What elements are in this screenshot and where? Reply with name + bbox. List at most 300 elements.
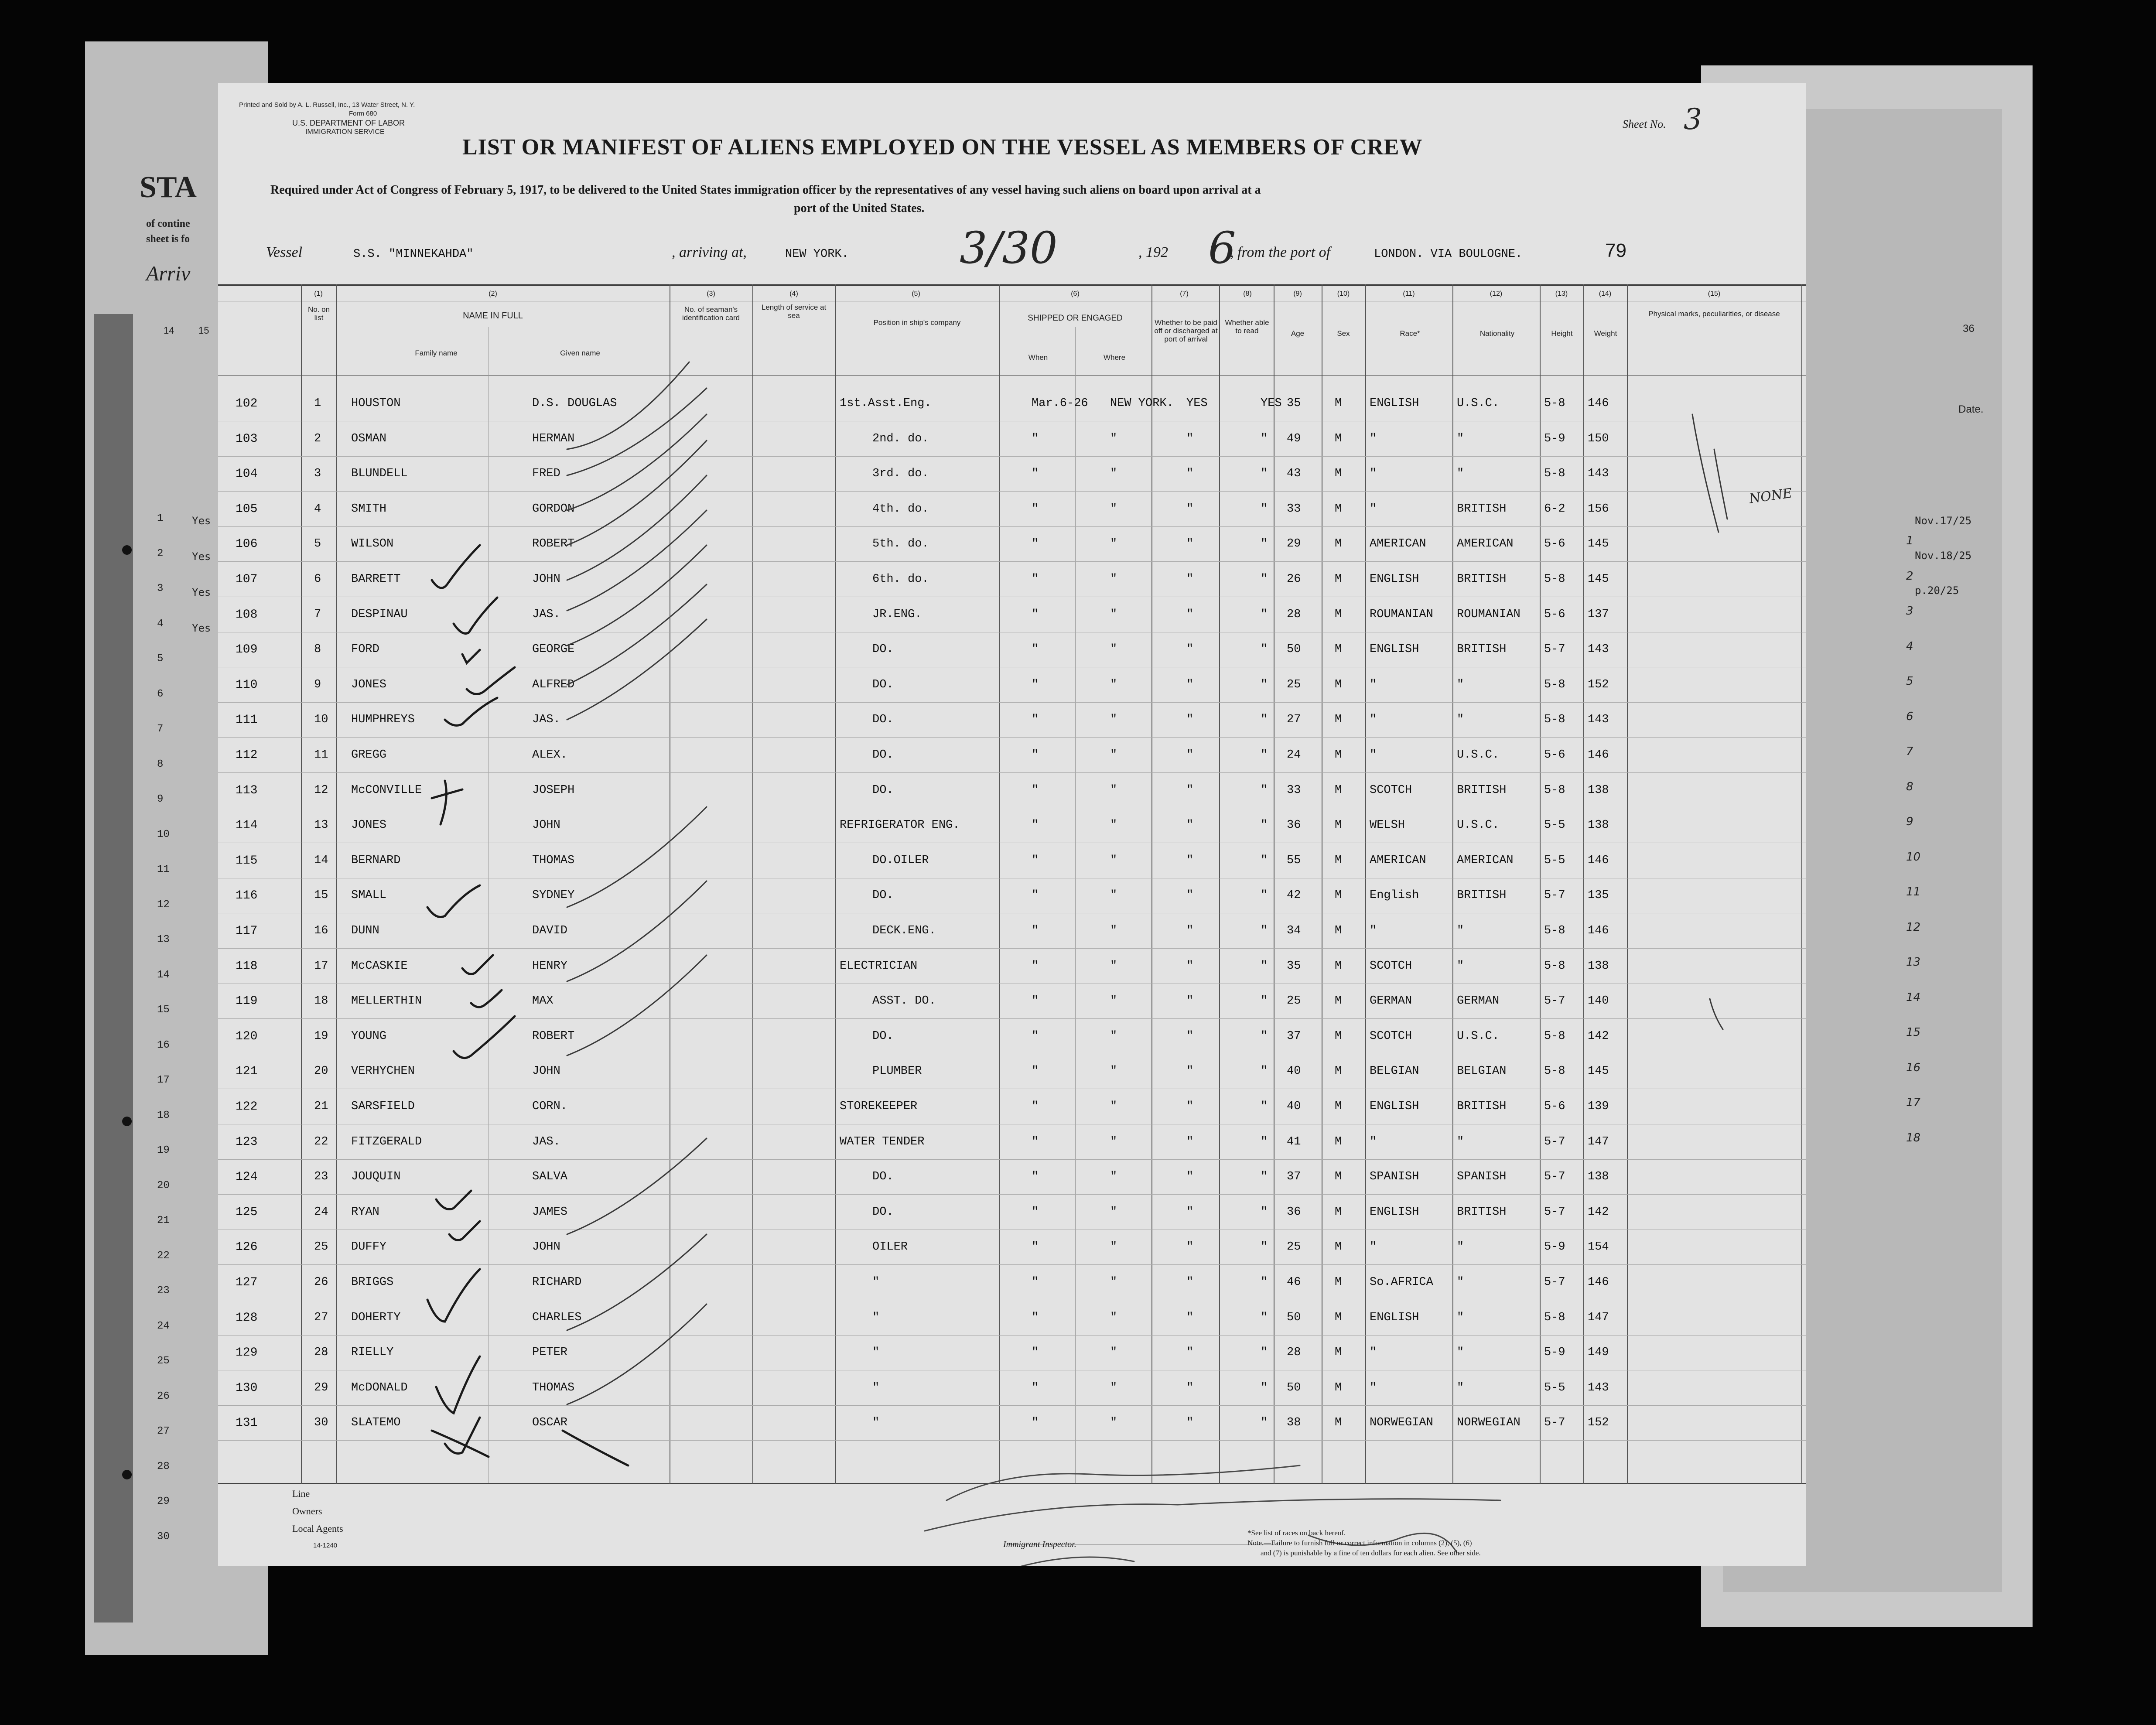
left-sheet-number: 29	[157, 1496, 170, 1507]
able-to-read-cell: "	[1261, 1205, 1268, 1219]
shipped-when-cell: "	[1032, 889, 1039, 902]
col-num-8: (8)	[1243, 290, 1252, 297]
sex-cell: M	[1335, 959, 1342, 973]
able-to-read-cell: "	[1261, 924, 1268, 937]
paid-off-cell: "	[1186, 748, 1194, 762]
able-to-read-cell: "	[1261, 608, 1268, 621]
position-cell: ELECTRICIAN	[840, 959, 918, 973]
able-to-read-cell: "	[1261, 783, 1268, 797]
vessel-name: S.S. "MINNEKAHDA"	[353, 248, 474, 261]
line-number: 126	[236, 1240, 258, 1254]
left-sheet-line2: sheet is fo	[146, 233, 190, 245]
col-header-service: Length of service at sea	[761, 303, 827, 320]
shipped-where-cell: "	[1110, 432, 1117, 445]
shipped-where-cell: "	[1110, 889, 1117, 902]
able-to-read-cell: "	[1261, 502, 1268, 516]
shipped-when-cell: "	[1032, 1276, 1039, 1289]
right-sheet-date: Nov.18/25	[1915, 550, 1972, 562]
line-number: 127	[236, 1276, 258, 1289]
paid-off-cell: "	[1186, 1135, 1194, 1148]
sex-cell: M	[1335, 397, 1342, 410]
weight-cell: 149	[1588, 1346, 1609, 1360]
age-cell: 49	[1287, 432, 1301, 445]
left-sheet-number: 22	[157, 1250, 170, 1262]
position-cell: 1st.Asst.Eng.	[840, 397, 932, 410]
sheet-number: 3	[1684, 102, 1702, 136]
family-name-cell: HUMPHREYS	[351, 713, 415, 727]
weight-cell: 138	[1588, 959, 1609, 973]
col-header-when: When	[1028, 353, 1048, 362]
line-number: 102	[236, 397, 258, 410]
race-cell: So.AFRICA	[1370, 1276, 1433, 1289]
weight-cell: 143	[1588, 467, 1609, 481]
weight-cell: 145	[1588, 1065, 1609, 1078]
sex-cell: M	[1335, 643, 1342, 656]
paid-off-cell: "	[1186, 643, 1194, 656]
age-cell: 40	[1287, 1100, 1301, 1113]
col-header-given: Given name	[560, 349, 600, 357]
line-number: 121	[236, 1065, 258, 1079]
line-number: 122	[236, 1100, 258, 1114]
position-cell: 3rd. do.	[872, 467, 929, 481]
left-sheet-number: 9	[157, 793, 164, 805]
weight-cell: 142	[1588, 1029, 1609, 1043]
given-name-cell: JAS.	[532, 1135, 560, 1148]
weight-cell: 142	[1588, 1205, 1609, 1219]
race-cell: English	[1370, 889, 1419, 902]
height-cell: 5-6	[1544, 748, 1565, 762]
weight-cell: 147	[1588, 1135, 1609, 1148]
shipped-when-cell: "	[1032, 432, 1039, 445]
shipped-when-cell: "	[1032, 467, 1039, 481]
given-name-cell: CORN.	[532, 1100, 568, 1113]
line-number: 116	[236, 889, 258, 903]
shipped-when-cell: "	[1032, 1135, 1039, 1148]
shipped-where-cell: "	[1110, 502, 1117, 516]
document-title: LIST OR MANIFEST OF ALIENS EMPLOYED ON THE VESSEL AS MEMBERS OF CREW	[462, 135, 1423, 160]
height-cell: 5-8	[1544, 959, 1565, 973]
shipped-where-cell: "	[1110, 1065, 1117, 1078]
weight-cell: 154	[1588, 1240, 1609, 1254]
nationality-cell: "	[1457, 678, 1464, 691]
sex-cell: M	[1335, 994, 1342, 1008]
nationality-cell: BRITISH	[1457, 643, 1507, 656]
shipped-where-cell: "	[1110, 1311, 1117, 1324]
sex-cell: M	[1335, 1416, 1342, 1430]
shipped-where-cell: "	[1110, 959, 1117, 973]
height-cell: 5-9	[1544, 1346, 1565, 1360]
family-name-cell: BRIGGS	[351, 1276, 394, 1289]
sex-cell: M	[1335, 1170, 1342, 1184]
family-name-cell: BLUNDELL	[351, 467, 408, 481]
age-cell: 35	[1287, 959, 1301, 973]
paid-off-cell: "	[1186, 854, 1194, 867]
col-num-3: (3)	[707, 290, 715, 297]
paid-off-cell: "	[1186, 467, 1194, 481]
given-name-cell: JAMES	[532, 1205, 568, 1219]
able-to-read-cell: "	[1261, 1135, 1268, 1148]
given-name-cell: JOHN	[532, 819, 560, 832]
shipped-where-cell: "	[1110, 713, 1117, 727]
shipped-when-cell: "	[1032, 1346, 1039, 1360]
given-name-cell: JOHN	[532, 573, 560, 586]
row-no-cell: 20	[314, 1065, 328, 1078]
paid-off-cell: "	[1186, 537, 1194, 551]
position-cell: "	[872, 1276, 880, 1289]
paid-off-cell: "	[1186, 1416, 1194, 1430]
race-cell: ENGLISH	[1370, 643, 1419, 656]
age-cell: 29	[1287, 537, 1301, 551]
right-sheet-date-label: Date.	[1958, 403, 1984, 415]
shipped-where-cell: "	[1110, 643, 1117, 656]
age-cell: 37	[1287, 1170, 1301, 1184]
sex-cell: M	[1335, 1276, 1342, 1289]
right-sheet-number: 7	[1906, 745, 1913, 758]
line-number: 131	[236, 1416, 258, 1430]
paid-off-cell: "	[1186, 783, 1194, 797]
left-sheet-number: 8	[157, 758, 164, 770]
right-sheet-number: 17	[1906, 1096, 1921, 1109]
given-name-cell: THOMAS	[532, 1381, 575, 1394]
race-cell: AMERICAN	[1370, 854, 1426, 867]
shipped-when-cell: "	[1032, 924, 1039, 937]
row-no-cell: 17	[314, 959, 328, 973]
given-name-cell: HERMAN	[532, 432, 575, 445]
nationality-cell: U.S.C.	[1457, 819, 1500, 832]
left-sheet-number: 27	[157, 1425, 170, 1437]
col-num-6: (6)	[1071, 290, 1080, 297]
given-name-cell: JAS.	[532, 713, 560, 727]
row-no-cell: 7	[314, 608, 321, 621]
position-cell: WATER TENDER	[840, 1135, 925, 1148]
shipped-when-cell: "	[1032, 643, 1039, 656]
age-cell: 46	[1287, 1276, 1301, 1289]
line-number: 112	[236, 748, 258, 762]
left-sheet-number: 24	[157, 1320, 170, 1332]
sex-cell: M	[1335, 678, 1342, 691]
able-to-read-cell: "	[1261, 1029, 1268, 1043]
height-cell: 5-7	[1544, 643, 1565, 656]
nationality-cell: BRITISH	[1457, 502, 1507, 516]
shipped-where-cell: "	[1110, 1381, 1117, 1394]
sex-cell: M	[1335, 608, 1342, 621]
family-name-cell: VERHYCHEN	[351, 1065, 415, 1078]
age-cell: 38	[1287, 1416, 1301, 1430]
given-name-cell: CHARLES	[532, 1311, 582, 1324]
family-name-cell: SMALL	[351, 889, 387, 902]
family-name-cell: McDONALD	[351, 1381, 408, 1394]
sex-cell: M	[1335, 502, 1342, 516]
shipped-where-cell: "	[1110, 537, 1117, 551]
race-cell: "	[1370, 467, 1377, 481]
nationality-cell: "	[1457, 959, 1464, 973]
sex-cell: M	[1335, 1029, 1342, 1043]
left-sheet-arrival: Arriv	[146, 262, 191, 285]
col-num-2: (2)	[489, 290, 497, 297]
able-to-read-cell: "	[1261, 573, 1268, 586]
family-name-cell: JOUQUIN	[351, 1170, 401, 1184]
right-sheet-number: 13	[1906, 956, 1921, 969]
able-to-read-cell: "	[1261, 537, 1268, 551]
sex-cell: M	[1335, 467, 1342, 481]
left-sheet-number: 2	[157, 547, 164, 560]
weight-cell: 137	[1588, 608, 1609, 621]
footer-form-code: 14-1240	[313, 1542, 338, 1549]
paid-off-cell: "	[1186, 1346, 1194, 1360]
arrival-year: 6	[1208, 222, 1236, 273]
sex-cell: M	[1335, 924, 1342, 937]
family-name-cell: DUNN	[351, 924, 379, 937]
right-sheet-number: 14	[1906, 991, 1921, 1004]
family-name-cell: SMITH	[351, 502, 387, 516]
line-number: 125	[236, 1205, 258, 1219]
paid-off-cell: "	[1186, 924, 1194, 937]
requirement-line-2: port of the United States.	[794, 202, 925, 215]
left-sheet-yes: Yes	[192, 550, 211, 563]
given-name-cell: GORDON	[532, 502, 575, 516]
shipped-when-cell: "	[1032, 537, 1039, 551]
weight-cell: 143	[1588, 643, 1609, 656]
nationality-cell: BRITISH	[1457, 783, 1507, 797]
sex-cell: M	[1335, 1100, 1342, 1113]
left-sheet-yes: Yes	[192, 586, 211, 598]
given-name-cell: SALVA	[532, 1170, 568, 1184]
race-cell: "	[1370, 1240, 1377, 1254]
shipped-where-cell: "	[1110, 1346, 1117, 1360]
race-cell: NORWEGIAN	[1370, 1416, 1433, 1430]
left-sheet-number: 14	[157, 969, 170, 981]
col-num-11: (11)	[1403, 290, 1415, 297]
height-cell: 5-6	[1544, 608, 1565, 621]
row-no-cell: 27	[314, 1311, 328, 1324]
shipped-where-cell: "	[1110, 1205, 1117, 1219]
given-name-cell: PETER	[532, 1346, 568, 1360]
row-no-cell: 10	[314, 713, 328, 727]
line-number: 113	[236, 783, 258, 797]
age-cell: 36	[1287, 1205, 1301, 1219]
line-number: 106	[236, 537, 258, 551]
family-name-cell: BERNARD	[351, 854, 401, 867]
height-cell: 5-8	[1544, 1029, 1565, 1043]
left-sheet-number: 11	[157, 864, 170, 875]
height-cell: 5-8	[1544, 1065, 1565, 1078]
race-cell: "	[1370, 1135, 1377, 1148]
requirement-line-1: Required under Act of Congress of February 5, 1917, to be delivered to the United States immigration officer by the representatives of any vessel having such aliens on board upon arrival at a	[270, 183, 1261, 197]
row-no-cell: 15	[314, 889, 328, 902]
paid-off-cell: "	[1186, 994, 1194, 1008]
weight-cell: 135	[1588, 889, 1609, 902]
able-to-read-cell: "	[1261, 1416, 1268, 1430]
sex-cell: M	[1335, 573, 1342, 586]
line-number: 130	[236, 1381, 258, 1395]
form-number: Form 680	[349, 110, 377, 117]
stamp-number: 79	[1605, 240, 1626, 261]
line-number: 103	[236, 432, 258, 446]
left-sheet-number: 13	[157, 934, 170, 946]
left-sheet-number: 18	[157, 1109, 170, 1121]
line-number: 110	[236, 678, 258, 692]
left-sheet-yes: Yes	[192, 515, 211, 527]
family-name-cell: SARSFIELD	[351, 1100, 415, 1113]
age-cell: 55	[1287, 854, 1301, 867]
nationality-cell: "	[1457, 713, 1464, 727]
paid-off-cell: YES	[1186, 397, 1208, 410]
col-header-id-card: No. of seaman's identification card	[682, 305, 740, 322]
family-name-cell: RYAN	[351, 1205, 379, 1219]
line-number: 123	[236, 1135, 258, 1149]
given-name-cell: ALFRED	[532, 678, 575, 691]
left-sheet-number: 19	[157, 1144, 170, 1156]
position-cell: OILER	[872, 1240, 908, 1254]
left-sheet-number: 26	[157, 1390, 170, 1402]
able-to-read-cell: YES	[1261, 397, 1282, 410]
height-cell: 5-7	[1544, 1416, 1565, 1430]
right-sheet-number: 11	[1906, 885, 1921, 898]
given-name-cell: SYDNEY	[532, 889, 575, 902]
height-cell: 5-7	[1544, 1170, 1565, 1184]
col-num-12: (12)	[1490, 290, 1503, 297]
col-num-14: (14)	[1599, 290, 1612, 297]
height-cell: 5-5	[1544, 854, 1565, 867]
line-number: 128	[236, 1311, 258, 1325]
paid-off-cell: "	[1186, 713, 1194, 727]
age-cell: 36	[1287, 819, 1301, 832]
age-cell: 34	[1287, 924, 1301, 937]
arrival-date: 3/30	[960, 222, 1058, 273]
family-name-cell: FITZGERALD	[351, 1135, 422, 1148]
shipped-where-cell: "	[1110, 608, 1117, 621]
position-cell: DO.	[872, 783, 894, 797]
col-num-15: (15)	[1708, 290, 1721, 297]
family-name-cell: FORD	[351, 643, 379, 656]
paid-off-cell: "	[1186, 608, 1194, 621]
left-sheet-number: 7	[157, 723, 164, 735]
paid-off-cell: "	[1186, 1381, 1194, 1394]
position-cell: DO.	[872, 678, 894, 691]
able-to-read-cell: "	[1261, 1311, 1268, 1324]
weight-cell: 150	[1588, 432, 1609, 445]
shipped-where-cell: "	[1110, 748, 1117, 762]
race-cell: ROUMANIAN	[1370, 608, 1433, 621]
left-sheet-number: 3	[157, 583, 164, 594]
shipped-where-cell: "	[1110, 467, 1117, 481]
able-to-read-cell: "	[1261, 643, 1268, 656]
height-cell: 5-7	[1544, 1276, 1565, 1289]
nationality-cell: "	[1457, 1240, 1464, 1254]
line-number: 107	[236, 573, 258, 586]
paid-off-cell: "	[1186, 573, 1194, 586]
height-cell: 5-8	[1544, 924, 1565, 937]
shipped-where-cell: "	[1110, 1276, 1117, 1289]
col-num-7: (7)	[1180, 290, 1189, 297]
row-no-cell: 13	[314, 819, 328, 832]
race-cell: SCOTCH	[1370, 1029, 1412, 1043]
row-no-cell: 1	[314, 397, 321, 410]
weight-cell: 146	[1588, 924, 1609, 937]
shipped-where-cell: "	[1110, 783, 1117, 797]
arrival-port: NEW YORK.	[785, 248, 849, 261]
left-sheet-number: 5	[157, 653, 164, 665]
given-name-cell: HENRY	[532, 959, 568, 973]
shipped-where-cell: "	[1110, 819, 1117, 832]
weight-cell: 147	[1588, 1311, 1609, 1324]
age-cell: 50	[1287, 1381, 1301, 1394]
paid-off-cell: "	[1186, 959, 1194, 973]
race-cell: BELGIAN	[1370, 1065, 1419, 1078]
paid-off-cell: "	[1186, 889, 1194, 902]
left-sheet-number: 6	[157, 688, 164, 700]
paid-off-cell: "	[1186, 1170, 1194, 1184]
col-header-position: Position in ship's company	[873, 318, 961, 327]
age-cell: 24	[1287, 748, 1301, 762]
weight-cell: 146	[1588, 854, 1609, 867]
position-cell: DO.	[872, 1029, 894, 1043]
sex-cell: M	[1335, 1065, 1342, 1078]
row-no-cell: 24	[314, 1205, 328, 1219]
paid-off-cell: "	[1186, 1240, 1194, 1254]
row-no-cell: 26	[314, 1276, 328, 1289]
weight-cell: 156	[1588, 502, 1609, 516]
able-to-read-cell: "	[1261, 678, 1268, 691]
able-to-read-cell: "	[1261, 432, 1268, 445]
row-no-cell: 25	[314, 1240, 328, 1254]
able-to-read-cell: "	[1261, 713, 1268, 727]
height-cell: 5-8	[1544, 467, 1565, 481]
position-cell: 6th. do.	[872, 573, 929, 586]
col-num-5: (5)	[912, 290, 920, 297]
row-no-cell: 22	[314, 1135, 328, 1148]
right-sheet-number: 16	[1906, 1061, 1921, 1074]
footer-owners-label: Owners	[292, 1506, 322, 1517]
line-number: 129	[236, 1346, 258, 1360]
shipped-where-cell: "	[1110, 573, 1117, 586]
nationality-cell: "	[1457, 467, 1464, 481]
shipped-when-cell: "	[1032, 678, 1039, 691]
footer-inspector-label: Immigrant Inspector.	[1003, 1540, 1076, 1549]
col-header-paid-off: Whether to be paid off or discharged at port of arrival	[1154, 318, 1218, 343]
from-port-label: , from the port of	[1230, 244, 1331, 260]
shipped-when-cell: "	[1032, 1100, 1039, 1113]
given-name-cell: ALEX.	[532, 748, 568, 762]
able-to-read-cell: "	[1261, 1276, 1268, 1289]
shipped-when-cell: "	[1032, 854, 1039, 867]
line-number: 124	[236, 1170, 258, 1184]
left-sheet-col14: 14	[164, 325, 174, 336]
height-cell: 6-2	[1544, 502, 1565, 516]
position-cell: PLUMBER	[872, 1065, 922, 1078]
family-name-cell: RIELLY	[351, 1346, 394, 1360]
shipped-when-cell: "	[1032, 1381, 1039, 1394]
family-name-cell: DOHERTY	[351, 1311, 401, 1324]
row-no-cell: 29	[314, 1381, 328, 1394]
right-sheet-date: Nov.17/25	[1915, 515, 1972, 527]
shipped-when-cell: Mar.6-26	[1032, 397, 1088, 410]
line-number: 109	[236, 643, 258, 657]
able-to-read-cell: "	[1261, 1381, 1268, 1394]
given-name-cell: DAVID	[532, 924, 568, 937]
nationality-cell: "	[1457, 1346, 1464, 1360]
position-cell: ASST. DO.	[872, 994, 936, 1008]
nationality-cell: BRITISH	[1457, 573, 1507, 586]
given-name-cell: FRED	[532, 467, 560, 481]
right-sheet-number: 15	[1906, 1026, 1921, 1039]
shipped-when-cell: "	[1032, 713, 1039, 727]
left-sheet-title: STA	[140, 171, 197, 204]
col-header-nationality: Nationality	[1479, 329, 1515, 338]
left-sheet-number: 30	[157, 1530, 170, 1543]
right-sheet-number: 4	[1906, 639, 1913, 653]
shipped-where-cell: "	[1110, 994, 1117, 1008]
